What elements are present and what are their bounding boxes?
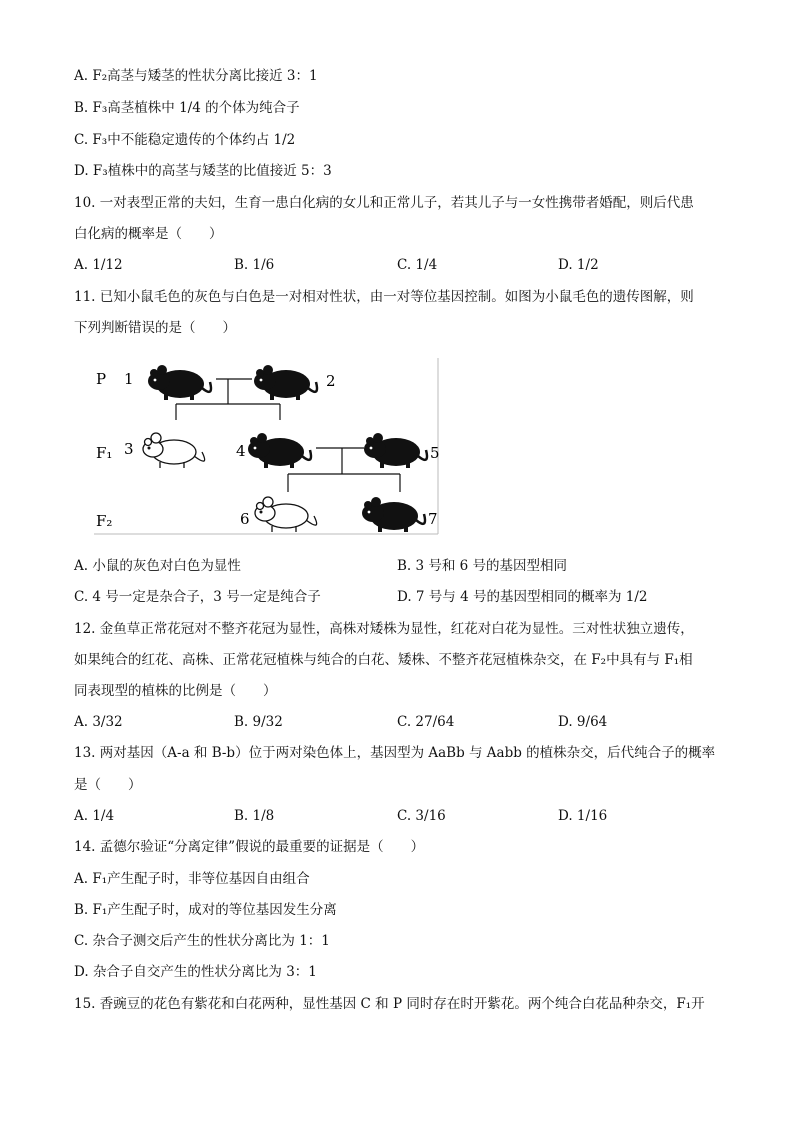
q15-stem-line1: 15. 香豌豆的花色有紫花和白花两种，显性基因 C 和 P 同时存在时开紫花。两个纯合白花品种杂交，F₁开 [74,996,705,1012]
mouse-number-3: 3 [124,440,134,458]
mouse-1-gray-icon [148,365,211,400]
q12-option-d: D. 9/64 [558,714,608,730]
q11-option-a: A. 小鼠的灰色对白色为显性 [74,558,241,574]
mouse-number-4: 4 [236,442,246,460]
q11-option-b: B. 3 号和 6 号的基因型相同 [397,558,568,574]
mouse-4-gray-icon [248,433,311,468]
generation-f1-label: F₁ [96,444,113,462]
q12-option-c: C. 27/64 [397,714,455,730]
q9-option-b: B. F₃高茎植株中 1/4 的个体为纯合子 [74,100,300,116]
q11-option-c: C. 4 号一定是杂合子，3 号一定是纯合子 [74,589,321,605]
q14-option-b: B. F₁产生配子时，成对的等位基因发生分离 [74,902,337,918]
q11-stem-line2: 下列判断错误的是（ ） [74,320,236,336]
q13-option-b: B. 1/8 [234,808,275,824]
q10-option-c: C. 1/4 [397,257,438,273]
q14-option-c: C. 杂合子测交后产生的性状分离比为 1：1 [74,933,330,949]
q12-option-a: A. 3/32 [74,714,123,730]
q13-option-a: A. 1/4 [74,808,115,824]
q12-stem-line2: 如果纯合的红花、高株、正常花冠植株与纯合的白花、矮株、不整齐花冠植株杂交，在 F₂中具有与 F₁相 [74,652,693,668]
q12-option-b: B. 9/32 [234,714,283,730]
q11-option-d: D. 7 号与 4 号的基因型相同的概率为 1/2 [397,589,648,605]
q9-option-c: C. F₃中不能稳定遗传的个体约占 1/2 [74,132,296,148]
generation-f2-label: F₂ [96,512,113,530]
q10-stem-line2: 白化病的概率是（ ） [74,226,223,242]
q13-stem-line1: 13. 两对基因（A-a 和 B-b）位于两对染色体上，基因型为 AaBb 与 Aabb 的植株杂交，后代纯合子的概率 [74,745,716,761]
q10-option-a: A. 1/12 [74,257,123,273]
mouse-number-2: 2 [326,372,336,390]
mouse-2-gray-icon [254,365,317,400]
q9-option-d: D. F₃植株中的高茎与矮茎的比值接近 5：3 [74,163,332,179]
q14-stem: 14. 孟德尔验证“分离定律”假说的最重要的证据是（ ） [74,839,425,855]
mouse-inheritance-figure [94,358,440,536]
mouse-number-5: 5 [430,444,440,462]
mouse-number-6: 6 [240,510,250,528]
mouse-5-gray-icon [364,433,427,468]
q13-stem-line2: 是（ ） [74,777,142,793]
q12-stem-line3: 同表现型的植株的比例是（ ） [74,683,277,699]
mouse-6-white-icon [255,497,317,532]
q12-stem-line1: 12. 金鱼草正常花冠对不整齐花冠为显性，高株对矮株为显性，红花对白花为显性。三对性状独立遗传， [74,621,694,637]
q10-stem-line1: 10. 一对表型正常的夫妇，生育一患白化病的女儿和正常儿子，若其儿子与一女性携带者婚配，则后代患 [74,195,694,211]
q10-option-d: D. 1/2 [558,257,599,273]
q9-option-a: A. F₂高茎与矮茎的性状分离比接近 3：1 [74,68,318,84]
q13-option-d: D. 1/16 [558,808,608,824]
q10-option-b: B. 1/6 [234,257,275,273]
q14-option-a: A. F₁产生配子时，非等位基因自由组合 [74,871,310,887]
q13-option-c: C. 3/16 [397,808,446,824]
q11-stem-line1: 11. 已知小鼠毛色的灰色与白色是一对相对性状，由一对等位基因控制。如图为小鼠毛色的遗传图解，则 [74,289,694,305]
mouse-number-1: 1 [124,370,134,388]
mouse-number-7: 7 [428,510,438,528]
generation-p-label: P [96,370,107,388]
mouse-3-white-icon [143,433,205,468]
q14-option-d: D. 杂合子自交产生的性状分离比为 3：1 [74,964,317,980]
mouse-7-gray-icon [362,497,425,532]
